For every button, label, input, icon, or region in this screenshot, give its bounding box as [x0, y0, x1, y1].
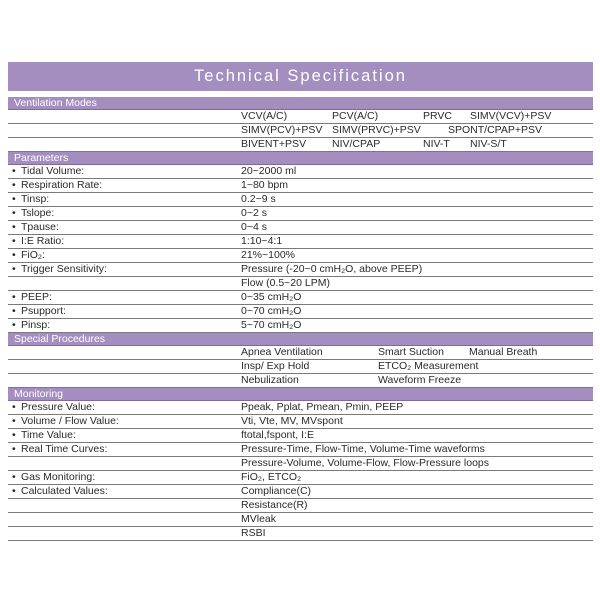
monitoring-label: • Real Time Curves: [12, 443, 108, 455]
monitoring-label: • Gas Monitoring: [12, 471, 96, 483]
parameter-value: 20~2000 ml [241, 165, 297, 177]
parameter-value: 1:10~4:1 [241, 235, 283, 247]
monitoring-label: • Calculated Values: [12, 485, 108, 497]
parameter-row [8, 179, 593, 193]
mode-cell: NIV-T [423, 138, 450, 150]
monitoring-value: RSBI [241, 527, 266, 539]
monitoring-value: ftotal,fspont, I:E [241, 429, 314, 441]
parameter-label: • Respiration Rate: [12, 179, 103, 191]
monitoring-row [8, 499, 593, 513]
parameter-row [8, 207, 593, 221]
mode-cell: BIVENT+PSV [241, 138, 307, 150]
mode-cell: PRVC [423, 110, 452, 122]
parameter-row [8, 263, 593, 277]
parameter-label: • I:E Ratio: [12, 235, 65, 247]
procedure-cell: Manual Breath [469, 346, 538, 358]
monitoring-row [8, 415, 593, 429]
parameter-value: 0~70 cmH₂O [241, 305, 302, 317]
parameter-value: 0~4 s [241, 221, 267, 233]
parameter-value: Pressure (-20~0 cmH₂O, above PEEP) [241, 263, 423, 275]
parameter-row [8, 249, 593, 263]
mode-cell: SIMV(VCV)+PSV [470, 110, 552, 122]
monitoring-row [8, 457, 593, 471]
parameter-row [8, 193, 593, 207]
monitoring-value: Resistance(R) [241, 499, 308, 511]
monitoring-value: Ppeak, Pplat, Pmean, Pmin, PEEP [241, 401, 404, 413]
ventilation-modes-row [8, 124, 593, 138]
parameter-value: 0.2~9 s [241, 193, 276, 205]
parameter-value: 0~2 s [241, 207, 267, 219]
procedure-cell: Apnea Ventilation [241, 346, 323, 358]
parameter-row [8, 291, 593, 305]
parameter-value: 21%~100% [241, 249, 296, 261]
monitoring-header: Monitoring [8, 388, 593, 401]
monitoring-label: • Pressure Value: [12, 401, 95, 413]
mode-cell: SIMV(PCV)+PSV [241, 124, 323, 136]
procedure-cell: ETCO₂ Measurement [378, 360, 479, 372]
monitoring-value: FiO₂, ETCO₂ [241, 471, 302, 483]
parameters-header: Parameters [8, 152, 593, 165]
parameter-label: • Psupport: [12, 305, 66, 317]
monitoring-row [8, 443, 593, 457]
monitoring-row [8, 429, 593, 443]
mode-cell: SIMV(PRVC)+PSV [332, 124, 421, 136]
parameter-value: 5~70 cmH₂O [241, 319, 302, 331]
parameter-label: • Tslope: [12, 207, 55, 219]
parameter-label: • Tidal Volume: [12, 165, 85, 177]
parameter-row [8, 235, 593, 249]
parameter-row [8, 165, 593, 179]
spec-title: Technical Specification [194, 67, 407, 85]
procedure-row [8, 374, 593, 388]
spec-title-bar [8, 62, 593, 91]
parameter-value: Flow (0.5~20 LPM) [241, 277, 330, 289]
parameter-label: • Tpause: [12, 221, 59, 233]
monitoring-row [8, 471, 593, 485]
monitoring-row [8, 485, 593, 499]
monitoring-value: Pressure-Volume, Volume-Flow, Flow-Pressure loops [241, 457, 490, 469]
mode-cell: SPONT/CPAP+PSV [448, 124, 543, 136]
parameter-label: • FiO₂: [12, 249, 45, 261]
mode-cell: NIV-S/T [470, 138, 507, 150]
procedure-cell: Smart Suction [378, 346, 444, 358]
monitoring-label: • Volume / Flow Value: [12, 415, 119, 427]
special-procedures-header: Special Procedures [8, 333, 593, 346]
monitoring-value: Pressure-Time, Flow-Time, Volume-Time waveforms [241, 443, 485, 455]
procedure-cell: Insp/ Exp Hold [241, 360, 310, 372]
monitoring-value: Vti, Vte, MV, MVspont [241, 415, 343, 427]
ventilation-modes-row [8, 138, 593, 152]
procedure-cell: Nebulization [241, 374, 299, 386]
parameter-row [8, 221, 593, 235]
ventilation-modes-row [8, 110, 593, 124]
monitoring-row [8, 401, 593, 415]
procedure-row [8, 346, 593, 360]
monitoring-row [8, 527, 593, 541]
parameter-row [8, 319, 593, 333]
procedure-cell: Waveform Freeze [378, 374, 462, 386]
parameter-row [8, 305, 593, 319]
parameter-label: • Trigger Sensitivity: [12, 263, 107, 275]
parameter-label: • PEEP: [12, 291, 52, 303]
ventilation-modes-header: Ventilation Modes [8, 97, 593, 110]
parameter-value: 0~35 cmH₂O [241, 291, 302, 303]
mode-cell: PCV(A/C) [332, 110, 379, 122]
monitoring-value: MVleak [241, 513, 277, 525]
procedure-row [8, 360, 593, 374]
parameter-label: • Pinsp: [12, 319, 51, 331]
monitoring-label: • Time Value: [12, 429, 76, 441]
monitoring-row [8, 513, 593, 527]
parameter-value: 1~80 bpm [241, 179, 288, 191]
monitoring-value: Compliance(C) [241, 485, 312, 497]
spec-sheet [8, 62, 593, 541]
mode-cell: VCV(A/C) [241, 110, 288, 122]
mode-cell: NIV/CPAP [332, 138, 381, 150]
parameter-label: • Tinsp: [12, 193, 50, 205]
parameter-row [8, 277, 593, 291]
